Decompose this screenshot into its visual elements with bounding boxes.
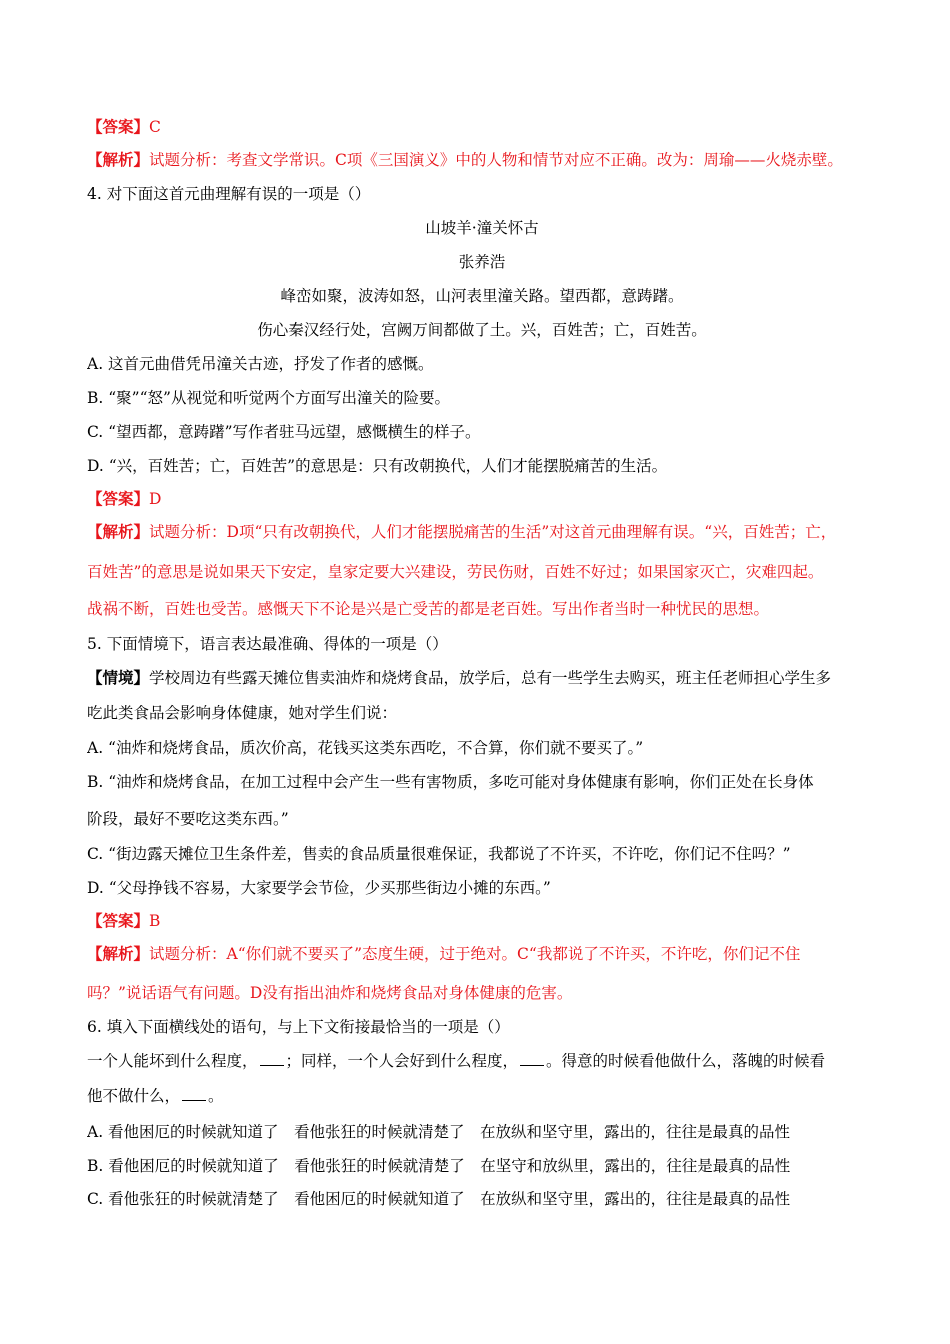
answer-tag: 【答案】 [87, 117, 150, 136]
q4-analysis-line-3: 战祸不断，百姓也受苦。感慨天下不论是兴是亡受苦的都是老百姓。写出作者当时一种忧民的思想。 [87, 600, 770, 618]
q6-option-b: B. 看他困厄的时候就知道了 看他张狂的时候就清楚了 在坚守和放纵里，露出的，往往是最真的品性 [87, 1157, 791, 1175]
text-segment: 。 [208, 1087, 224, 1105]
answer-value: D [149, 490, 162, 508]
answer-value: C [149, 118, 161, 136]
answer-value: B [149, 912, 161, 930]
text-segment: 他不做什么， [87, 1087, 181, 1105]
q4-analysis-line-1 [87, 521, 877, 543]
poem-author: 张养浩 [458, 253, 506, 271]
q4-answer [87, 488, 877, 510]
analysis-tag: 【解析】 [87, 944, 150, 963]
q5-analysis-line-1 [87, 943, 877, 965]
fill-blank-3 [182, 1086, 206, 1101]
q5-context-line-1 [87, 667, 877, 689]
q5-analysis-line-2: 吗？”说话语气有问题。D没有指出油炸和烧烤食品对身体健康的危害。 [87, 984, 573, 1002]
analysis-tag: 【解析】 [87, 522, 150, 541]
context-tag: 【情境】 [87, 668, 150, 687]
q5-option-d: D. “父母挣钱不容易，大家要学会节俭，少买那些街边小摊的东西。” [87, 879, 551, 897]
analysis-text: 试题分析：D项“只有改朝换代，人们才能摆脱痛苦的生活”对这首元曲理解有误。“兴，百姓苦；亡， [149, 523, 837, 541]
fill-blank-2 [520, 1051, 544, 1066]
q6-option-a: A. 看他困厄的时候就知道了 看他张狂的时候就清楚了 在放纵和坚守里，露出的，往往是最真的品性 [87, 1123, 791, 1141]
q4-option-a: A. 这首元曲借凭吊潼关古迹，抒发了作者的感慨。 [87, 355, 434, 373]
q5-option-a: A. “油炸和烧烤食品，质次价高，花钱买这类东西吃，不合算，你们就不要买了。” [87, 739, 644, 757]
poem-title: 山坡羊·潼关怀古 [425, 219, 539, 237]
analysis-text: 试题分析：考查文学常识。C项《三国演义》中的人物和情节对应不正确。改为：周瑜——火烧赤壁。 [149, 151, 843, 169]
analysis-tag: 【解析】 [87, 150, 150, 169]
q4-option-c: C. “望西都，意踌躇”写作者驻马远望，感慨横生的样子。 [87, 423, 481, 441]
fill-blank-1 [260, 1051, 284, 1066]
q6-text-line-2 [87, 1085, 877, 1107]
poem-line-2: 伤心秦汉经行处，宫阙万间都做了土。兴，百姓苦；亡，百姓苦。 [257, 321, 707, 339]
q6-stem: 6. 填入下面横线处的语句，与上下文衔接最恰当的一项是（） [87, 1018, 510, 1036]
answer-tag: 【答案】 [87, 489, 150, 508]
answer-tag: 【答案】 [87, 911, 150, 930]
q4-analysis-line-2: 百姓苦”的意思是说如果天下安定，皇家定要大兴建设，劳民伤财，百姓不好过；如果国家灭亡，灾难四起。 [87, 563, 824, 581]
analysis-text: 试题分析：A“你们就不要买了”态度生硬，过于绝对。C“我都说了不许买，不许吃，你们记不住 [149, 945, 801, 963]
q6-option-c: C. 看他张狂的时候就清楚了 看他困厄的时候就知道了 在放纵和坚守里，露出的，往往是最真的品性 [87, 1190, 791, 1208]
q4-stem: 4. 对下面这首元曲理解有误的一项是（） [87, 185, 371, 203]
q5-answer [87, 910, 877, 932]
q3-analysis [87, 149, 877, 171]
q5-option-b-line-1: B. “油炸和烧烤食品，在加工过程中会产生一些有害物质，多吃可能对身体健康有影响，你们正处在长身体 [87, 773, 814, 791]
q5-context-line-2: 吃此类食品会影响身体健康，她对学生们说： [87, 704, 398, 722]
q5-option-c: C. “街边露天摊位卫生条件差，售卖的食品质量很难保证，我都说了不许买，不许吃，你们记不住吗？” [87, 845, 791, 863]
q4-option-d: D. “兴，百姓苦；亡，百姓苦”的意思是：只有改朝换代，人们才能摆脱痛苦的生活。 [87, 457, 668, 475]
text-segment: 一个人能坏到什么程度， [87, 1052, 258, 1070]
context-text: 学校周边有些露天摊位售卖油炸和烧烤食品，放学后，总有一些学生去购买，班主任老师担心学生多 [149, 669, 832, 687]
text-segment: 。得意的时候看他做什么，落魄的时候看 [546, 1052, 826, 1070]
text-segment: ；同样，一个人会好到什么程度， [285, 1052, 519, 1070]
q5-stem: 5. 下面情境下，语言表达最准确、得体的一项是（） [87, 635, 448, 653]
q6-text-line-1 [87, 1050, 877, 1072]
poem-line-1: 峰峦如聚，波涛如怒，山河表里潼关路。望西都，意踌躇。 [280, 287, 684, 305]
q5-option-b-line-2: 阶段，最好不要吃这类东西。” [87, 810, 289, 828]
q4-option-b: B. “聚”“怒”从视觉和听觉两个方面写出潼关的险要。 [87, 389, 450, 407]
q3-answer [87, 116, 877, 138]
